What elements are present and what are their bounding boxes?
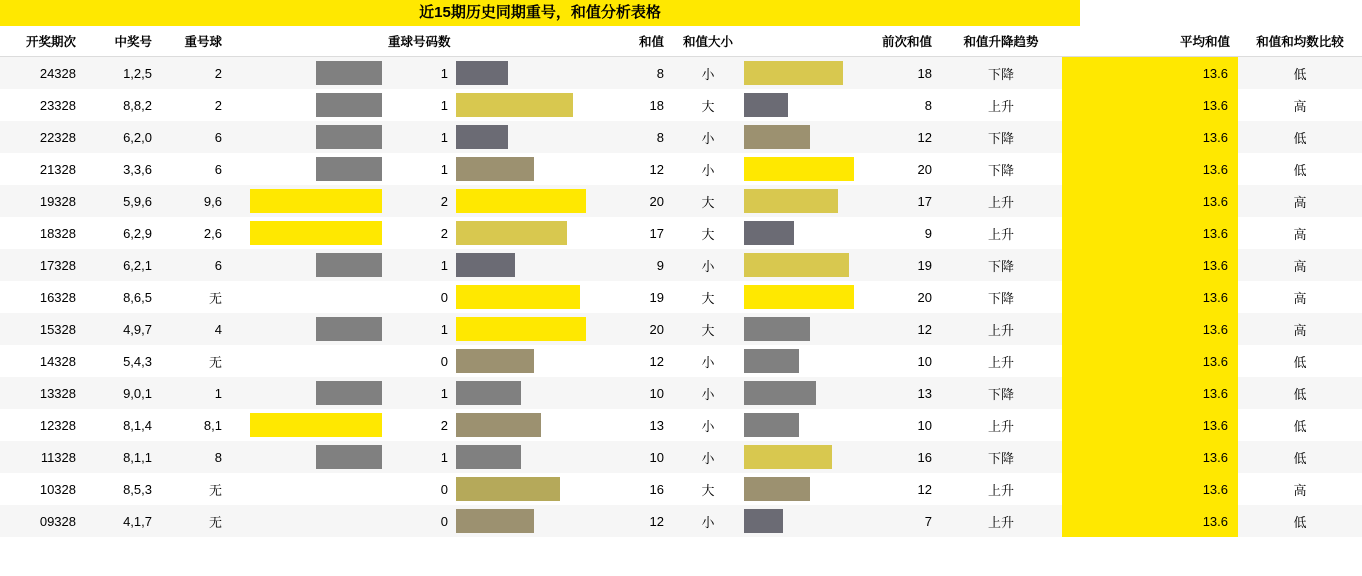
cell-avg-spacer <box>1062 505 1124 537</box>
cell-sum-bar <box>456 281 598 313</box>
cell-sum: 20 <box>598 313 672 345</box>
col-header-sum-size: 和值大小 <box>672 26 744 57</box>
cell-prev-bar <box>744 441 866 473</box>
col-header-avg: 平均和值 <box>1124 26 1238 57</box>
cell-prev-sum: 8 <box>866 89 940 121</box>
cell-sum-size: 小 <box>672 153 744 185</box>
prev-sum-bar <box>744 413 799 437</box>
table-body <box>0 57 1362 538</box>
cell-repeat: 无 <box>160 281 230 313</box>
cell-avg-spacer <box>1062 377 1124 409</box>
cell-repeat-count: 0 <box>382 505 456 537</box>
table-row <box>0 57 1362 90</box>
col-header-issue: 开奖期次 <box>0 26 84 57</box>
cell-issue: 12328 <box>0 409 84 441</box>
cell-prev-sum: 17 <box>866 185 940 217</box>
cell-issue: 11328 <box>0 441 84 473</box>
repeat-bar <box>316 125 382 149</box>
cell-compare: 高 <box>1238 281 1362 313</box>
cell-compare: 低 <box>1238 345 1362 377</box>
cell-avg-spacer <box>1062 313 1124 345</box>
cell-issue: 15328 <box>0 313 84 345</box>
col-header-avg-spacer <box>1062 26 1124 57</box>
cell-sum-bar <box>456 377 598 409</box>
cell-prev-bar <box>744 217 866 249</box>
cell-sum-bar <box>456 473 598 505</box>
cell-compare: 高 <box>1238 473 1362 505</box>
cell-prev-sum: 7 <box>866 505 940 537</box>
prev-sum-bar <box>744 157 854 181</box>
cell-issue: 16328 <box>0 281 84 313</box>
cell-prev-bar <box>744 185 866 217</box>
cell-repeat: 8,1 <box>160 409 230 441</box>
col-header-sum-bar-spacer <box>456 26 598 57</box>
cell-repeat-count: 1 <box>382 57 456 90</box>
cell-repeat-count: 1 <box>382 377 456 409</box>
cell-prev-bar <box>744 473 866 505</box>
cell-repeat: 无 <box>160 505 230 537</box>
sum-bar <box>456 61 508 85</box>
cell-avg: 13.6 <box>1124 121 1238 153</box>
cell-issue: 18328 <box>0 217 84 249</box>
cell-prev-sum: 12 <box>866 121 940 153</box>
table-row <box>0 377 1362 409</box>
col-header-repeat: 重号球 <box>160 26 230 57</box>
cell-trend: 上升 <box>940 89 1062 121</box>
repeat-bar <box>250 189 382 213</box>
cell-sum-bar <box>456 153 598 185</box>
repeat-bar <box>316 157 382 181</box>
cell-prev-bar <box>744 249 866 281</box>
analysis-table <box>0 26 1362 537</box>
cell-avg-spacer <box>1062 57 1124 90</box>
cell-winning: 8,8,2 <box>84 89 160 121</box>
cell-avg-spacer <box>1062 409 1124 441</box>
cell-compare: 低 <box>1238 57 1362 90</box>
cell-compare: 低 <box>1238 377 1362 409</box>
sum-bar <box>456 509 534 533</box>
col-header-repeat-count: 重球号码数 <box>382 26 456 57</box>
prev-sum-bar <box>744 381 816 405</box>
prev-sum-bar <box>744 61 843 85</box>
sum-bar <box>456 125 508 149</box>
cell-sum-size: 大 <box>672 313 744 345</box>
cell-repeat-count: 1 <box>382 121 456 153</box>
cell-winning: 1,2,5 <box>84 57 160 90</box>
cell-repeat-bar <box>230 505 382 537</box>
cell-avg-spacer <box>1062 89 1124 121</box>
cell-sum-size: 大 <box>672 185 744 217</box>
repeat-bar <box>316 93 382 117</box>
cell-prev-bar <box>744 153 866 185</box>
table-row <box>0 441 1362 473</box>
col-header-prev-sum: 前次和值 <box>866 26 940 57</box>
cell-repeat: 4 <box>160 313 230 345</box>
cell-repeat-count: 1 <box>382 249 456 281</box>
cell-winning: 6,2,9 <box>84 217 160 249</box>
cell-sum-bar <box>456 441 598 473</box>
table-row <box>0 185 1362 217</box>
cell-repeat-count: 0 <box>382 281 456 313</box>
table-header-row <box>0 26 1362 57</box>
cell-repeat-count: 1 <box>382 153 456 185</box>
cell-sum-bar <box>456 313 598 345</box>
cell-trend: 上升 <box>940 505 1062 537</box>
cell-avg: 13.6 <box>1124 57 1238 90</box>
cell-avg-spacer <box>1062 249 1124 281</box>
cell-repeat: 无 <box>160 345 230 377</box>
cell-sum: 18 <box>598 89 672 121</box>
cell-avg: 13.6 <box>1124 409 1238 441</box>
cell-issue: 23328 <box>0 89 84 121</box>
cell-issue: 17328 <box>0 249 84 281</box>
cell-trend: 上升 <box>940 409 1062 441</box>
cell-repeat-bar <box>230 89 382 121</box>
cell-avg-spacer <box>1062 473 1124 505</box>
cell-repeat: 2 <box>160 57 230 90</box>
sum-bar <box>456 253 515 277</box>
cell-repeat-bar <box>230 473 382 505</box>
cell-avg: 13.6 <box>1124 185 1238 217</box>
cell-winning: 6,2,1 <box>84 249 160 281</box>
cell-prev-bar <box>744 409 866 441</box>
prev-sum-bar <box>744 189 838 213</box>
cell-avg-spacer <box>1062 121 1124 153</box>
cell-repeat: 9,6 <box>160 185 230 217</box>
col-header-repeat-bar-spacer <box>230 26 382 57</box>
cell-compare: 高 <box>1238 89 1362 121</box>
prev-sum-bar <box>744 221 794 245</box>
cell-repeat: 6 <box>160 249 230 281</box>
cell-trend: 上升 <box>940 217 1062 249</box>
cell-compare: 高 <box>1238 249 1362 281</box>
prev-sum-bar <box>744 317 810 341</box>
col-header-sum: 和值 <box>598 26 672 57</box>
cell-repeat-bar <box>230 121 382 153</box>
cell-sum-size: 小 <box>672 441 744 473</box>
cell-repeat-bar <box>230 281 382 313</box>
cell-prev-sum: 10 <box>866 409 940 441</box>
cell-issue: 19328 <box>0 185 84 217</box>
cell-sum-bar <box>456 57 598 90</box>
cell-compare: 高 <box>1238 217 1362 249</box>
cell-repeat: 6 <box>160 121 230 153</box>
cell-repeat-bar <box>230 217 382 249</box>
cell-winning: 8,1,1 <box>84 441 160 473</box>
sum-bar <box>456 381 521 405</box>
cell-issue: 24328 <box>0 57 84 90</box>
cell-trend: 上升 <box>940 185 1062 217</box>
cell-repeat: 无 <box>160 473 230 505</box>
cell-repeat-count: 2 <box>382 409 456 441</box>
cell-prev-sum: 10 <box>866 345 940 377</box>
cell-compare: 低 <box>1238 505 1362 537</box>
sum-bar <box>456 285 580 309</box>
cell-sum-size: 大 <box>672 217 744 249</box>
cell-avg: 13.6 <box>1124 249 1238 281</box>
cell-prev-sum: 20 <box>866 153 940 185</box>
cell-sum-bar <box>456 217 598 249</box>
cell-compare: 低 <box>1238 121 1362 153</box>
cell-compare: 高 <box>1238 313 1362 345</box>
cell-prev-bar <box>744 89 866 121</box>
cell-prev-sum: 12 <box>866 473 940 505</box>
cell-trend: 下降 <box>940 57 1062 90</box>
cell-repeat: 2 <box>160 89 230 121</box>
cell-trend: 下降 <box>940 249 1062 281</box>
cell-repeat-count: 1 <box>382 89 456 121</box>
cell-avg-spacer <box>1062 185 1124 217</box>
cell-sum: 20 <box>598 185 672 217</box>
cell-prev-bar <box>744 121 866 153</box>
cell-repeat: 1 <box>160 377 230 409</box>
cell-repeat: 8 <box>160 441 230 473</box>
cell-repeat-bar <box>230 409 382 441</box>
cell-winning: 8,6,5 <box>84 281 160 313</box>
cell-sum-size: 小 <box>672 345 744 377</box>
cell-prev-bar <box>744 377 866 409</box>
repeat-bar <box>250 413 382 437</box>
cell-sum-size: 小 <box>672 409 744 441</box>
sum-bar <box>456 317 586 341</box>
cell-sum-size: 大 <box>672 89 744 121</box>
table-row <box>0 313 1362 345</box>
cell-avg-spacer <box>1062 217 1124 249</box>
col-header-winning: 中奖号 <box>84 26 160 57</box>
cell-repeat-count: 2 <box>382 185 456 217</box>
col-header-trend: 和值升降趋势 <box>940 26 1062 57</box>
col-header-prev-bar-spacer <box>744 26 866 57</box>
cell-repeat-count: 0 <box>382 473 456 505</box>
table-row <box>0 505 1362 537</box>
cell-sum: 16 <box>598 473 672 505</box>
sum-bar <box>456 477 560 501</box>
cell-avg-spacer <box>1062 153 1124 185</box>
cell-sum: 13 <box>598 409 672 441</box>
cell-sum-size: 小 <box>672 121 744 153</box>
cell-compare: 高 <box>1238 185 1362 217</box>
sum-bar <box>456 413 541 437</box>
cell-prev-sum: 16 <box>866 441 940 473</box>
cell-repeat-bar <box>230 313 382 345</box>
cell-sum: 8 <box>598 57 672 90</box>
cell-winning: 8,1,4 <box>84 409 160 441</box>
cell-repeat-bar <box>230 345 382 377</box>
cell-winning: 9,0,1 <box>84 377 160 409</box>
cell-sum: 19 <box>598 281 672 313</box>
cell-issue: 14328 <box>0 345 84 377</box>
cell-repeat-bar <box>230 57 382 90</box>
cell-repeat-bar <box>230 249 382 281</box>
cell-winning: 3,3,6 <box>84 153 160 185</box>
table-row <box>0 121 1362 153</box>
cell-sum: 17 <box>598 217 672 249</box>
cell-avg-spacer <box>1062 441 1124 473</box>
cell-sum: 10 <box>598 377 672 409</box>
prev-sum-bar <box>744 349 799 373</box>
cell-avg: 13.6 <box>1124 441 1238 473</box>
cell-avg: 13.6 <box>1124 473 1238 505</box>
cell-sum: 10 <box>598 441 672 473</box>
cell-avg-spacer <box>1062 281 1124 313</box>
repeat-bar <box>316 445 382 469</box>
sum-bar <box>456 445 521 469</box>
table-row <box>0 473 1362 505</box>
cell-sum-size: 小 <box>672 249 744 281</box>
cell-prev-sum: 12 <box>866 313 940 345</box>
cell-prev-bar <box>744 313 866 345</box>
cell-issue: 10328 <box>0 473 84 505</box>
sum-bar <box>456 221 567 245</box>
repeat-bar <box>316 381 382 405</box>
cell-trend: 下降 <box>940 377 1062 409</box>
prev-sum-bar <box>744 93 788 117</box>
cell-winning: 4,1,7 <box>84 505 160 537</box>
prev-sum-bar <box>744 285 854 309</box>
sum-bar <box>456 93 573 117</box>
cell-repeat: 2,6 <box>160 217 230 249</box>
cell-issue: 21328 <box>0 153 84 185</box>
cell-prev-bar <box>744 345 866 377</box>
cell-trend: 下降 <box>940 153 1062 185</box>
prev-sum-bar <box>744 253 849 277</box>
cell-repeat-bar <box>230 377 382 409</box>
sum-bar <box>456 157 534 181</box>
sum-bar <box>456 189 586 213</box>
cell-sum-bar <box>456 89 598 121</box>
cell-winning: 8,5,3 <box>84 473 160 505</box>
cell-issue: 22328 <box>0 121 84 153</box>
cell-sum-size: 小 <box>672 57 744 90</box>
cell-avg: 13.6 <box>1124 313 1238 345</box>
sum-bar <box>456 349 534 373</box>
cell-compare: 低 <box>1238 153 1362 185</box>
cell-sum: 12 <box>598 345 672 377</box>
cell-avg: 13.6 <box>1124 153 1238 185</box>
prev-sum-bar <box>744 509 783 533</box>
page-title: 近15期历史同期重号，和值分析表格 <box>0 0 1080 26</box>
cell-issue: 13328 <box>0 377 84 409</box>
cell-sum-bar <box>456 185 598 217</box>
repeat-bar <box>316 317 382 341</box>
cell-repeat-count: 1 <box>382 441 456 473</box>
cell-avg: 13.6 <box>1124 377 1238 409</box>
cell-trend: 下降 <box>940 121 1062 153</box>
cell-prev-sum: 20 <box>866 281 940 313</box>
repeat-bar <box>316 61 382 85</box>
col-header-compare: 和值和均数比较 <box>1238 26 1362 57</box>
cell-winning: 5,4,3 <box>84 345 160 377</box>
cell-sum-bar <box>456 505 598 537</box>
repeat-bar <box>250 221 382 245</box>
prev-sum-bar <box>744 477 810 501</box>
cell-repeat-bar <box>230 441 382 473</box>
cell-prev-sum: 19 <box>866 249 940 281</box>
cell-trend: 下降 <box>940 281 1062 313</box>
cell-compare: 低 <box>1238 409 1362 441</box>
table-row <box>0 153 1362 185</box>
table-row <box>0 281 1362 313</box>
cell-sum-bar <box>456 345 598 377</box>
cell-trend: 上升 <box>940 313 1062 345</box>
prev-sum-bar <box>744 445 832 469</box>
cell-sum-size: 大 <box>672 473 744 505</box>
cell-prev-sum: 18 <box>866 57 940 90</box>
table-row <box>0 217 1362 249</box>
cell-avg: 13.6 <box>1124 217 1238 249</box>
cell-prev-bar <box>744 505 866 537</box>
cell-winning: 6,2,0 <box>84 121 160 153</box>
cell-compare: 低 <box>1238 441 1362 473</box>
cell-prev-bar <box>744 281 866 313</box>
cell-repeat-bar <box>230 185 382 217</box>
cell-trend: 上升 <box>940 345 1062 377</box>
cell-winning: 4,9,7 <box>84 313 160 345</box>
cell-repeat-count: 0 <box>382 345 456 377</box>
cell-repeat: 6 <box>160 153 230 185</box>
table-row <box>0 249 1362 281</box>
cell-sum: 9 <box>598 249 672 281</box>
cell-issue: 09328 <box>0 505 84 537</box>
cell-trend: 下降 <box>940 441 1062 473</box>
table-row <box>0 89 1362 121</box>
cell-sum: 12 <box>598 153 672 185</box>
cell-repeat-count: 1 <box>382 313 456 345</box>
cell-prev-sum: 13 <box>866 377 940 409</box>
cell-prev-sum: 9 <box>866 217 940 249</box>
cell-sum-bar <box>456 249 598 281</box>
cell-avg: 13.6 <box>1124 281 1238 313</box>
cell-repeat-bar <box>230 153 382 185</box>
cell-sum-size: 小 <box>672 377 744 409</box>
cell-avg: 13.6 <box>1124 505 1238 537</box>
cell-sum-size: 大 <box>672 281 744 313</box>
cell-sum-bar <box>456 409 598 441</box>
table-row <box>0 345 1362 377</box>
cell-sum: 8 <box>598 121 672 153</box>
cell-repeat-count: 2 <box>382 217 456 249</box>
cell-trend: 上升 <box>940 473 1062 505</box>
cell-sum-size: 小 <box>672 505 744 537</box>
prev-sum-bar <box>744 125 810 149</box>
cell-prev-bar <box>744 57 866 90</box>
repeat-bar <box>316 253 382 277</box>
cell-sum: 12 <box>598 505 672 537</box>
cell-avg-spacer <box>1062 345 1124 377</box>
cell-avg: 13.6 <box>1124 345 1238 377</box>
table-row <box>0 409 1362 441</box>
cell-sum-bar <box>456 121 598 153</box>
cell-avg: 13.6 <box>1124 89 1238 121</box>
cell-winning: 5,9,6 <box>84 185 160 217</box>
